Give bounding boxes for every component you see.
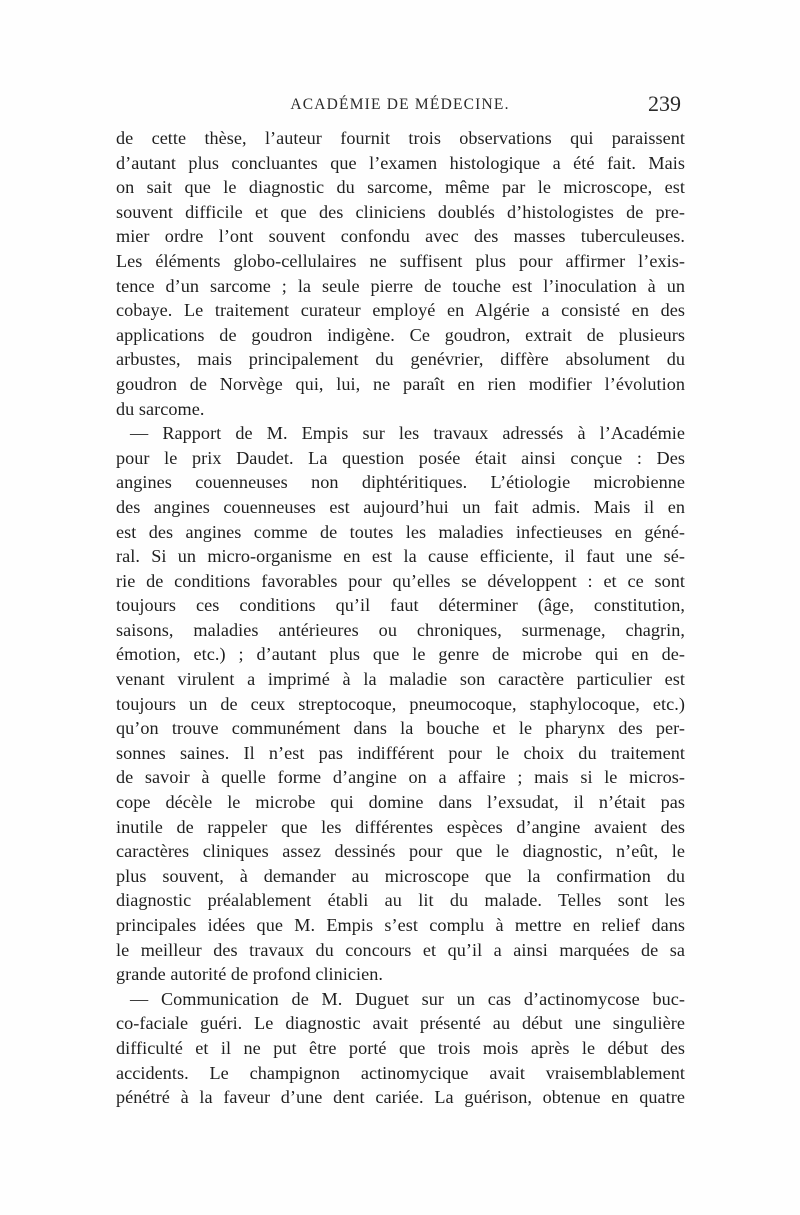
text-line: toujours un de ceux streptocoque, pneumocoque, staphylocoque, etc.) [116, 693, 685, 714]
text-line: on sait que le diagnostic du sarcome, même par le microscope, est [116, 177, 685, 198]
text-line: de savoir à quelle forme d’angine on a affaire ; mais si le micros- [116, 767, 685, 788]
text-line: — Communication de M. Duguet sur un cas d’actinomycose buc- [130, 988, 685, 1009]
text-line: cobaye. Le traitement curateur employé en Algérie a consisté en des [116, 300, 685, 321]
body-text [116, 126, 685, 1110]
text-line: ral. Si un micro-organisme en est la cause efficiente, il faut une sé- [116, 546, 685, 567]
text-line: arbustes, mais principalement du genévrier, diffère absolument du [116, 349, 685, 370]
text-line: diagnostic préalablement établi au lit du malade. Telles sont les [116, 890, 685, 911]
text-line: plus souvent, à demander au microscope que la confirmation du [116, 865, 685, 886]
text-line: venant virulent a imprimé à la maladie son caractère particulier est [116, 669, 685, 690]
text-line: cope décèle le microbe qui domine dans l’exsudat, il n’était pas [116, 792, 685, 813]
text-line: caractères cliniques assez dessinés pour que le diagnostic, n’eût, le [116, 841, 685, 862]
text-line: saisons, maladies antérieures ou chroniques, surmenage, chagrin, [116, 619, 685, 640]
page-number: 239 [648, 91, 681, 116]
text-line: inutile de rappeler que les différentes espèces d’angine avaient des [116, 816, 685, 837]
text-line: tence d’un sarcome ; la seule pierre de touche est l’inoculation à un [116, 275, 685, 296]
running-title: ACADÉMIE DE MÉDECINE. [290, 96, 510, 113]
text-line: rie de conditions favorables pour qu’elles se développent : et ce sont [116, 570, 685, 591]
text-line: principales idées que M. Empis s’est complu à mettre en relief dans [116, 915, 685, 935]
text-line: qu’on trouve communément dans la bouche et le pharynx des per- [116, 718, 685, 739]
text-line: difficulté et il ne put être porté que trois mois après le début des [116, 1037, 685, 1058]
text-line: est des angines comme de toutes les maladies infectieuses en géné- [116, 521, 685, 542]
text-line: co-faciale guéri. Le diagnostic avait présenté au début une singulière [116, 1013, 685, 1034]
text-line: grande autorité de profond clinicien. [116, 964, 383, 985]
text-line: émotion, etc.) ; d’autant plus que le genre de microbe qui en de- [116, 644, 685, 665]
text-line: — Rapport de M. Empis sur les travaux adressés à l’Académie [130, 423, 685, 444]
running-header [0, 91, 800, 122]
text-line: souvent difficile et que des cliniciens doublés d’histologistes de pre- [116, 201, 685, 222]
text-line: de cette thèse, l’auteur fournit trois observations qui paraissent [116, 128, 685, 148]
text-line: toujours ces conditions qu’il faut déterminer (âge, constitution, [116, 595, 685, 616]
text-line: d’autant plus concluantes que l’examen histologique a été fait. Mais [116, 152, 685, 173]
text-line: le meilleur des travaux du concours et qu’il a ainsi marquées de sa [116, 939, 685, 960]
text-line: du sarcome. [116, 398, 205, 419]
text-line: goudron de Norvège qui, lui, ne paraît en rien modifier l’évolution [116, 373, 685, 394]
text-line: Les éléments globo-cellulaires ne suffisent plus pour affirmer l’exis- [116, 250, 685, 271]
text-line: des angines couenneuses est aujourd’hui un fait admis. Mais il en [116, 496, 685, 517]
text-line: accidents. Le champignon actinomycique avait vraisemblablement [116, 1062, 685, 1083]
text-line: applications de goudron indigène. Ce goudron, extrait de plusieurs [116, 324, 685, 345]
text-line: sonnes saines. Il n’est pas indifférent pour le choix du traitement [116, 742, 685, 763]
text-line: mier ordre l’ont souvent confondu avec des masses tuberculeuses. [116, 226, 685, 247]
text-line: pour le prix Daudet. La question posée était ainsi conçue : Des [116, 447, 685, 468]
text-line: pénétré à la faveur d’une dent cariée. La guérison, obtenue en quatre [116, 1087, 685, 1108]
text-line: angines couenneuses non diphtéritiques. L’étiologie microbienne [116, 472, 685, 493]
